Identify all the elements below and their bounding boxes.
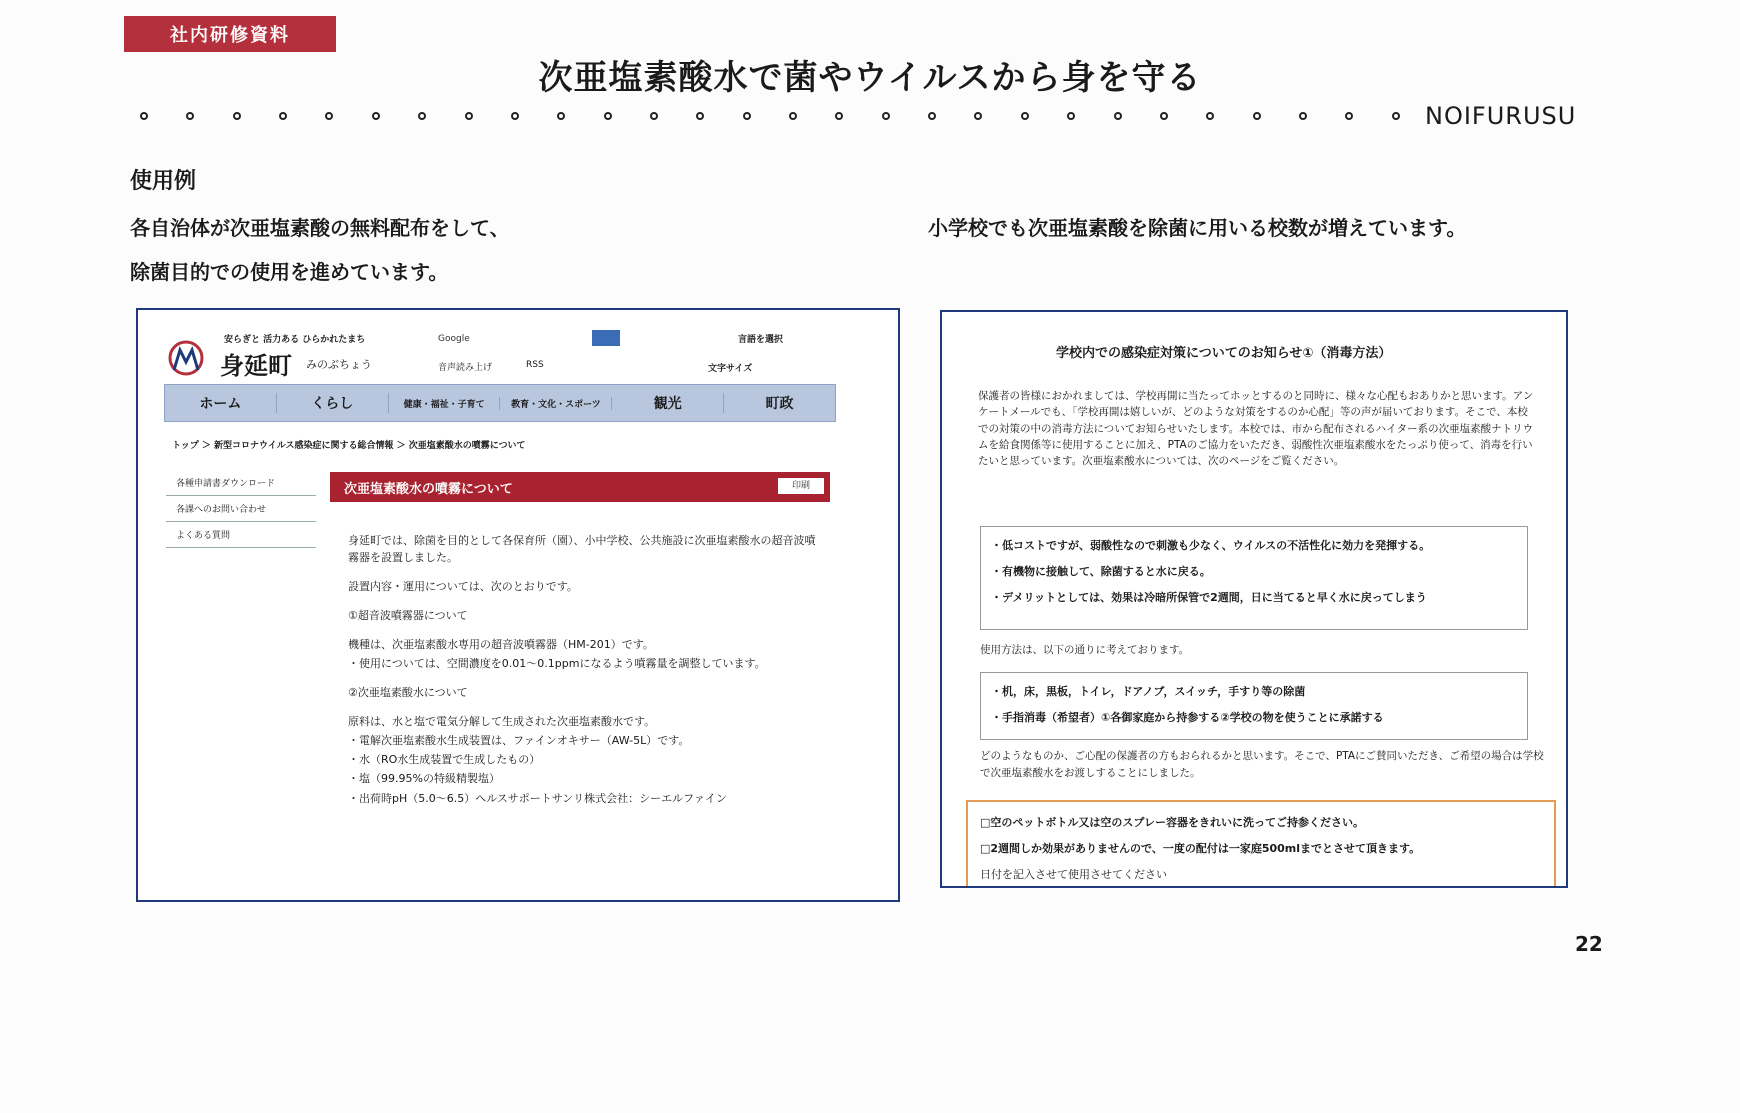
nav-tourism[interactable]: 観光 bbox=[612, 393, 724, 413]
font-size-control[interactable]: 文字サイズ bbox=[708, 364, 753, 374]
print-button[interactable]: 印刷 bbox=[778, 478, 824, 494]
main-nav bbox=[164, 384, 836, 422]
instruction-item: □2週間しか効果がありませんので、一度の配付は一家庭500mlまでとさせて頂きます。 bbox=[980, 842, 1421, 855]
side-item-contact[interactable]: 各課へのお問い合わせ bbox=[166, 496, 316, 522]
language-select[interactable]: 言語を選択 bbox=[738, 335, 784, 345]
notice-closing: どのようなものか、ご心配の保護者の方もおられるかと思います。そこで、PTAにご賛同いただき、ご希望の場合は学校で次亜塩素酸水をお渡しすることにしました。 bbox=[980, 750, 1544, 779]
article-paragraph: ・出荷時pH（5.0～6.5）ヘルスサポートサンリ株式会社：シーエルファイン bbox=[348, 791, 727, 805]
notice-intro: 保護者の皆様におかれましては、学校再開に当たってホッとするのと同時に、様々な心配もおありかと思います。アンケートメールでも、「学校再開は嬉しいが、どのような対策をするのか心配」等の声が届いております。そこで、本校での対策の中の消毒方法についてお知らせいたします。本校では、市から配布されるハイター系の次亜塩素酸ナトリウムを給食関係等に使用することに加え、PTAのご協力をいただき、弱酸性次亜塩素酸水をたっぷり使って、消毒を行いたいと思っています。次亜塩素酸水については、次のページをご覧ください。 bbox=[978, 390, 1534, 468]
right-description: 小学校でも次亜塩素酸を除菌に用いる校数が増えています。 bbox=[928, 216, 1467, 240]
usage-item: ・手指消毒（希望者）①各御家庭から持参する②学校の物を使うことに承諾する bbox=[991, 711, 1384, 724]
nav-home[interactable]: ホーム bbox=[165, 393, 277, 413]
article-paragraph: 身延町では、除菌を目的として各保育所（園）、小中学校、公共施設に次亜塩素酸水の超音波噴霧器を設置しました。 bbox=[348, 534, 816, 565]
town-logo-icon bbox=[166, 340, 206, 376]
breadcrumb[interactable]: トップ ＞ 新型コロナウイルス感染症に関する総合情報 ＞ 次亜塩素酸水の噴霧について bbox=[172, 441, 526, 451]
internal-training-tag: 社内研修資料 bbox=[124, 16, 336, 52]
school-notice-screenshot bbox=[940, 310, 1568, 888]
side-item-downloads[interactable]: 各種申請書ダウンロード bbox=[166, 470, 316, 496]
left-description-line1: 各自治体が次亜塩素酸の無料配布をして、 bbox=[130, 216, 510, 240]
section-heading: 使用例 bbox=[130, 169, 197, 194]
notice-title: 学校内での感染症対策についてのお知らせ①（消毒方法） bbox=[1056, 346, 1392, 361]
dotted-divider bbox=[140, 112, 1400, 126]
page-number: 22 bbox=[1575, 932, 1603, 956]
article-paragraph: ・水（RO水生成装置で生成したもの） bbox=[348, 753, 541, 767]
article-paragraph: ・塩（99.95%の特級精製塩） bbox=[348, 772, 500, 786]
read-aloud-link[interactable]: 音声読み上げ bbox=[438, 363, 493, 373]
article-header: 次亜塩素酸水の噴霧について bbox=[330, 472, 830, 502]
article-subheading: ②次亜塩素酸水について bbox=[348, 686, 468, 700]
article-paragraph: ・使用については、空間濃度を0.01～0.1ppmになるよう噴霧量を調整しています。 bbox=[348, 657, 766, 671]
town-name: 身延町 bbox=[220, 352, 292, 380]
article-paragraph: 設置内容・運用については、次のとおりです。 bbox=[348, 580, 578, 594]
nav-education[interactable]: 教育・文化・スポーツ bbox=[500, 397, 612, 410]
instructions-box bbox=[966, 800, 1556, 888]
town-kana: みのぶちょう bbox=[306, 358, 372, 371]
nav-living[interactable]: くらし bbox=[277, 393, 389, 413]
nav-health[interactable]: 健康・福祉・子育て bbox=[389, 397, 501, 410]
article-subheading: ①超音波噴霧器について bbox=[348, 609, 468, 623]
feature-item: ・有機物に接触して、除菌すると水に戻る。 bbox=[991, 565, 1211, 578]
side-item-faq[interactable]: よくある質問 bbox=[166, 522, 316, 548]
instruction-item: □空のペットボトル又は空のスプレー容器をきれいに洗ってご持参ください。 bbox=[980, 816, 1364, 829]
town-website-screenshot bbox=[136, 308, 900, 902]
side-menu bbox=[166, 470, 316, 548]
article-body bbox=[348, 532, 818, 819]
usage-intro: 使用方法は、以下の通りに考えております。 bbox=[980, 644, 1190, 656]
town-tagline: 安らぎと 活力ある ひらかれたまち bbox=[224, 335, 366, 345]
feature-item: ・低コストですが、弱酸性なので刺激も少なく、ウイルスの不活性化に効力を発揮する。 bbox=[991, 539, 1431, 552]
article-paragraph: 原料は、水と塩で電気分解して生成された次亜塩素酸水です。 bbox=[348, 715, 656, 729]
features-box bbox=[980, 526, 1528, 630]
site-search-input[interactable]: Google bbox=[438, 334, 470, 344]
instruction-item: 日付を記入させて使用させてください bbox=[980, 868, 1167, 881]
rss-link[interactable]: RSS bbox=[526, 360, 544, 370]
article-paragraph: ・電解次亜塩素酸水生成装置は、ファインオキサー（AW-5L）です。 bbox=[348, 734, 690, 748]
left-description-line2: 除菌目的での使用を進めています。 bbox=[130, 260, 449, 284]
page-title: 次亜塩素酸水で菌やウイルスから身を守る bbox=[538, 58, 1202, 98]
usage-box bbox=[980, 672, 1528, 740]
feature-item: ・デメリットとしては、効果は冷暗所保管で2週間，日に当てると早く水に戻ってしまう bbox=[991, 591, 1427, 604]
usage-item: ・机，床，黒板，トイレ，ドアノブ，スイッチ，手すり等の除菌 bbox=[991, 685, 1306, 698]
article-paragraph: 機種は、次亜塩素酸水専用の超音波噴霧器（HM-201）です。 bbox=[348, 638, 654, 652]
brand-name: NOIFURUSU bbox=[1425, 102, 1577, 130]
search-button[interactable] bbox=[592, 330, 620, 346]
nav-administration[interactable]: 町政 bbox=[765, 396, 794, 412]
